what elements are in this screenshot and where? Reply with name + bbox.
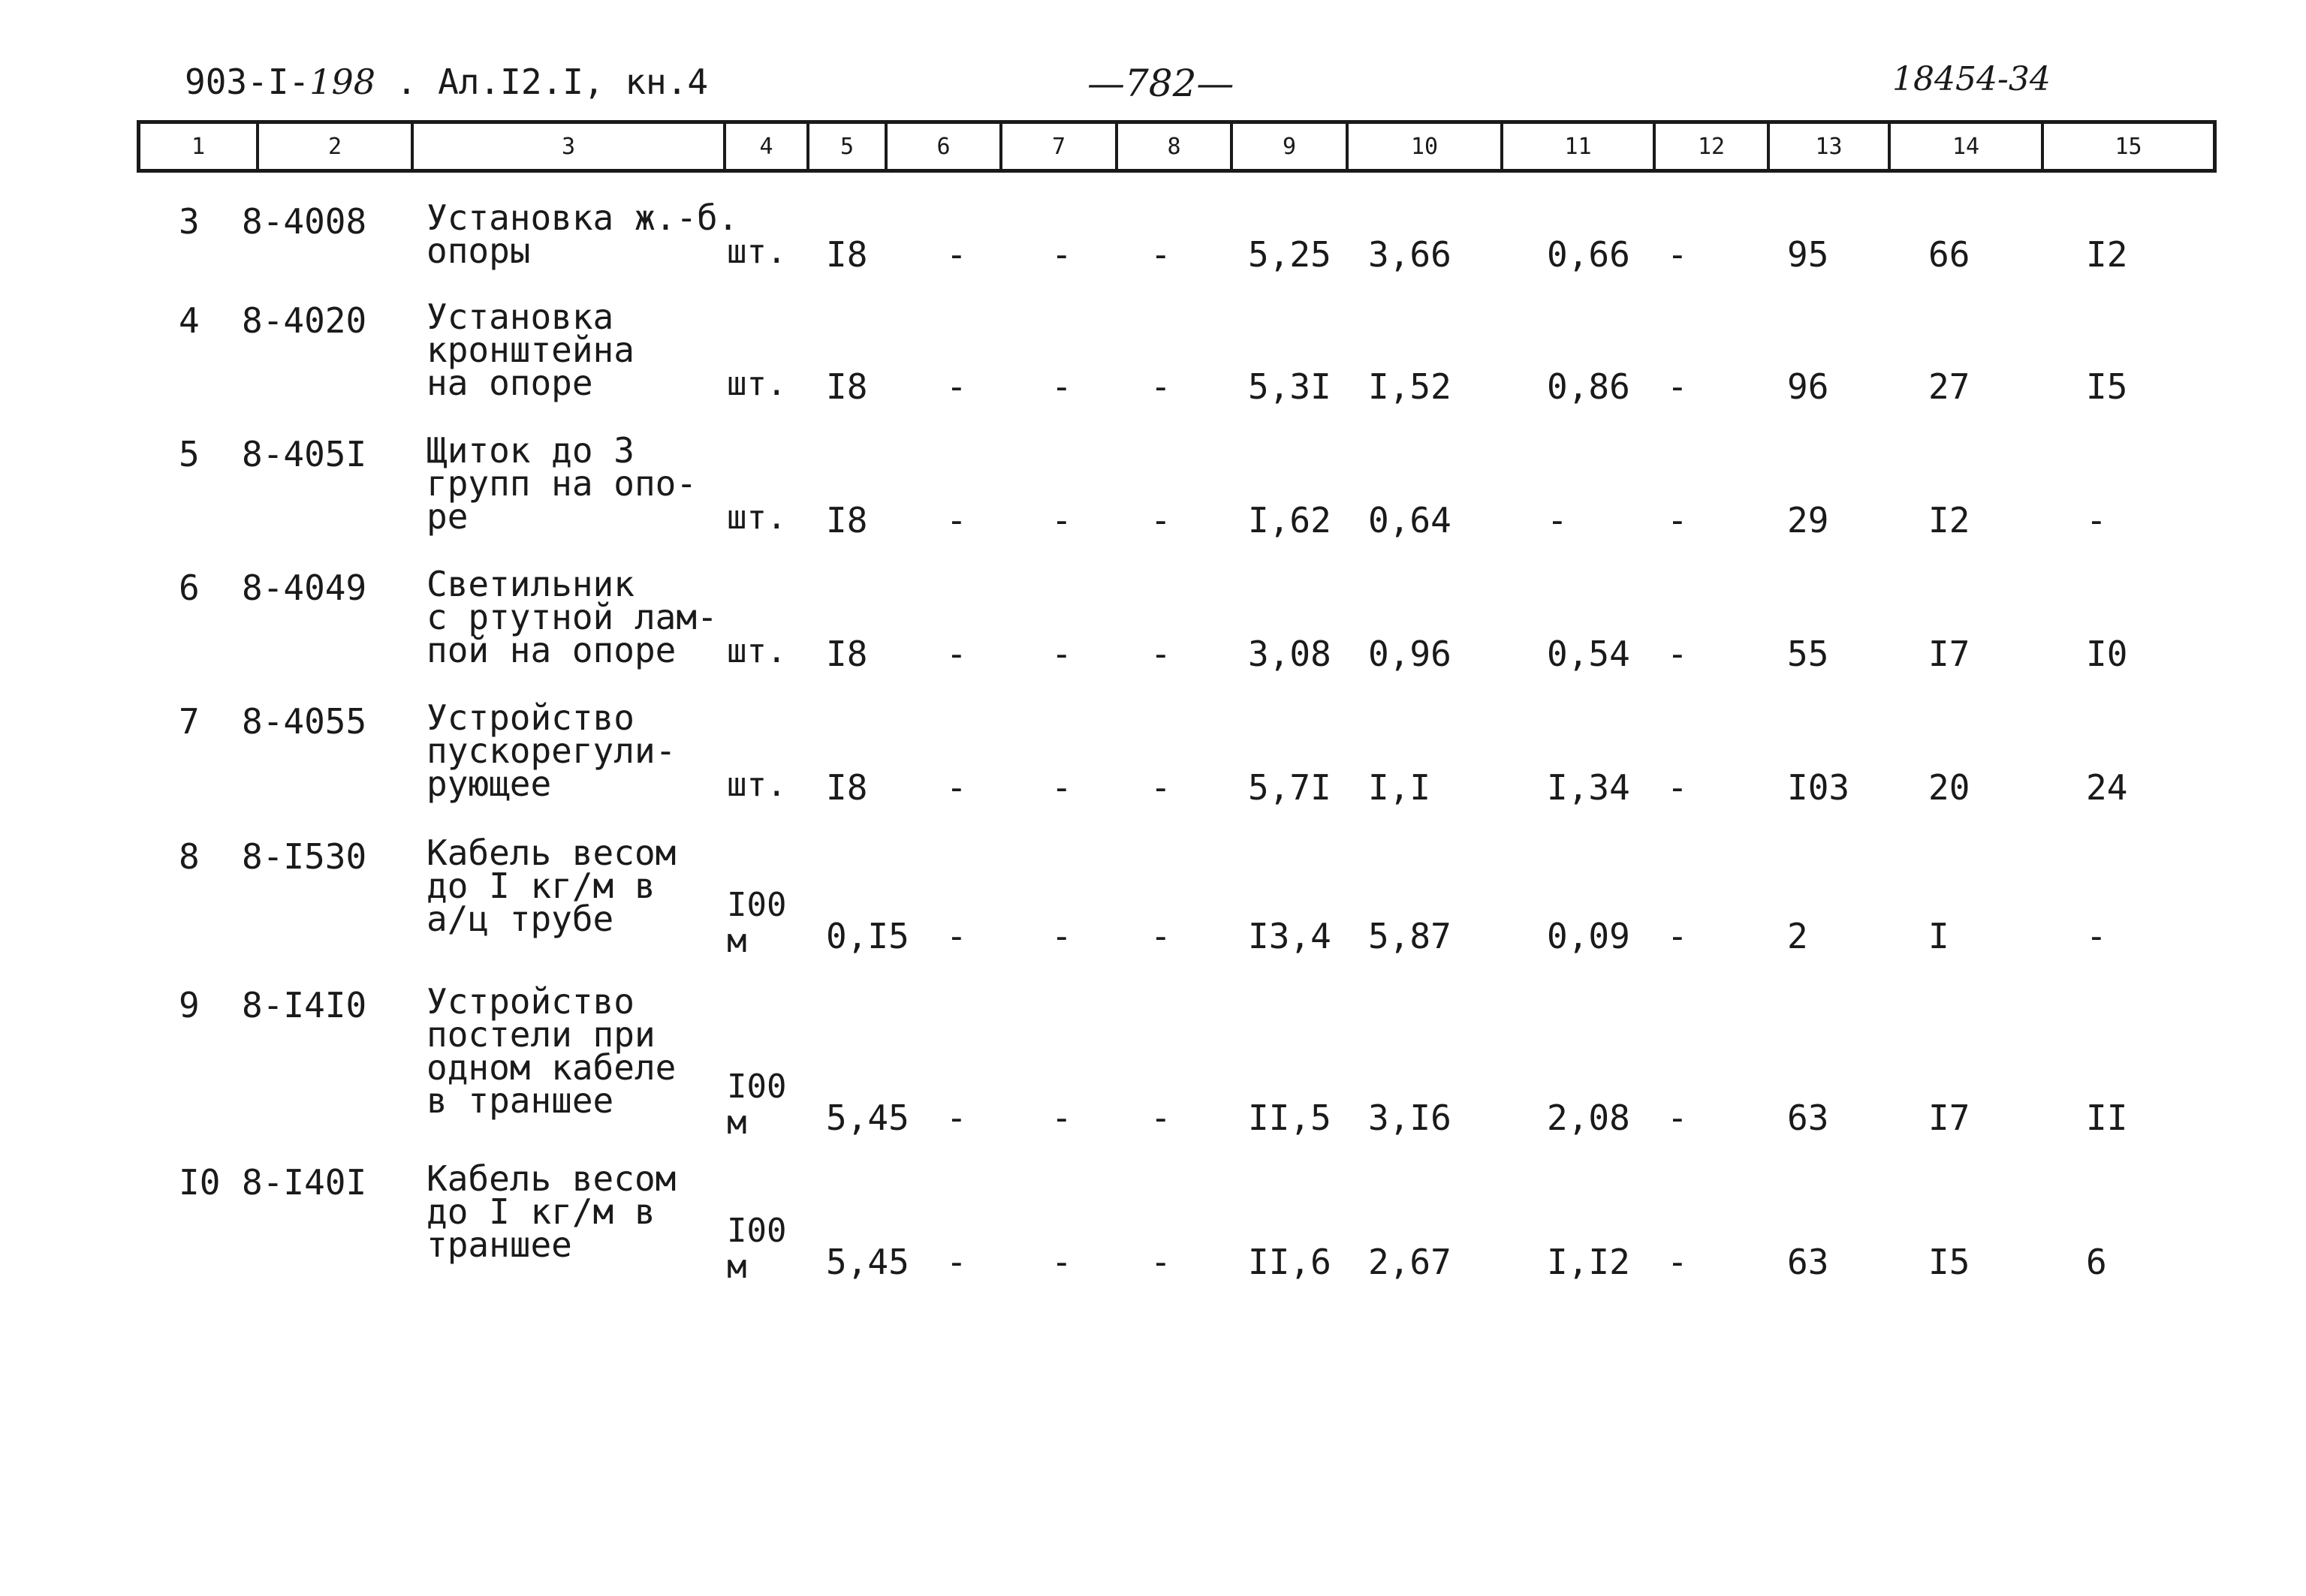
value-col-13: 55 bbox=[1787, 634, 1829, 674]
value-col-7: - bbox=[1051, 1242, 1072, 1282]
value-col-8: - bbox=[1150, 767, 1171, 808]
value-col-14: 27 bbox=[1928, 366, 1970, 407]
unit-of-measure bbox=[727, 634, 786, 670]
unit-line: шт. bbox=[727, 365, 787, 403]
value-col-6: - bbox=[946, 1098, 967, 1138]
value-col-14: 20 bbox=[1928, 767, 1970, 808]
value-col-5: I8 bbox=[826, 767, 868, 808]
description-line: Устройство bbox=[427, 697, 635, 738]
value-col-6: - bbox=[946, 366, 967, 407]
row-number: 7 bbox=[179, 701, 200, 742]
description-line: Установка bbox=[427, 297, 614, 337]
column-header-13: 13 bbox=[1770, 124, 1891, 169]
value-col-14: 66 bbox=[1928, 234, 1970, 275]
value-col-8: - bbox=[1150, 1098, 1171, 1138]
column-header-3: 3 bbox=[414, 124, 726, 169]
value-col-6: - bbox=[946, 767, 967, 808]
row-number: 9 bbox=[179, 985, 200, 1025]
value-col-10: I,I bbox=[1368, 767, 1431, 808]
work-description bbox=[427, 697, 677, 804]
unit-line: I00 bbox=[727, 886, 787, 924]
value-col-6: - bbox=[946, 634, 967, 674]
unit-of-measure bbox=[727, 500, 786, 536]
row-number: 4 bbox=[179, 300, 200, 341]
description-line: с ртутной лам- bbox=[427, 597, 718, 637]
value-col-6: - bbox=[946, 916, 967, 956]
unit-of-measure bbox=[727, 887, 786, 959]
description-line: опоры bbox=[427, 230, 531, 271]
norm-code: 8-405I bbox=[242, 434, 367, 474]
unit-line: м bbox=[727, 1248, 747, 1286]
unit-of-measure bbox=[727, 767, 786, 803]
column-header-5: 5 bbox=[809, 124, 888, 169]
value-col-14: I bbox=[1928, 916, 1949, 956]
document-code-handwritten: 198 bbox=[309, 62, 375, 102]
value-col-11: 0,54 bbox=[1547, 634, 1630, 674]
value-col-5: I8 bbox=[826, 500, 868, 541]
value-col-12: - bbox=[1667, 234, 1688, 275]
document-code-album: . Ал.I2.I, кн.4 bbox=[375, 62, 709, 102]
value-col-10: 0,96 bbox=[1368, 634, 1451, 674]
value-col-13: 29 bbox=[1787, 500, 1829, 541]
work-description bbox=[427, 197, 739, 271]
inventory-number: 18454-34 bbox=[1892, 60, 2051, 98]
description-line: Кабель весом bbox=[427, 1158, 677, 1199]
value-col-15: I2 bbox=[2086, 234, 2128, 275]
value-col-13: 63 bbox=[1787, 1242, 1829, 1282]
value-col-7: - bbox=[1051, 634, 1072, 674]
description-line: рующее bbox=[427, 763, 552, 804]
unit-line: шт. bbox=[727, 233, 787, 271]
description-line: Светильник bbox=[427, 564, 635, 604]
row-number: I0 bbox=[179, 1162, 221, 1203]
unit-line: шт. bbox=[727, 632, 787, 670]
value-col-5: 5,45 bbox=[826, 1098, 909, 1138]
value-col-10: 0,64 bbox=[1368, 500, 1451, 541]
value-col-13: 2 bbox=[1787, 916, 1808, 956]
row-number: 8 bbox=[179, 836, 200, 877]
work-description bbox=[427, 833, 677, 939]
unit-line: м bbox=[727, 1104, 747, 1142]
column-header-10: 10 bbox=[1349, 124, 1503, 169]
value-col-13: 96 bbox=[1787, 366, 1829, 407]
value-col-12: - bbox=[1667, 500, 1688, 541]
value-col-8: - bbox=[1150, 234, 1171, 275]
column-header-8: 8 bbox=[1118, 124, 1233, 169]
value-col-5: I8 bbox=[826, 634, 868, 674]
unit-line: шт. bbox=[727, 498, 787, 537]
unit-of-measure bbox=[727, 1069, 786, 1141]
value-col-8: - bbox=[1150, 500, 1171, 541]
value-col-5: I8 bbox=[826, 366, 868, 407]
description-line: на опоре bbox=[427, 363, 593, 403]
value-col-12: - bbox=[1667, 1242, 1688, 1282]
work-description bbox=[427, 981, 677, 1121]
value-col-8: - bbox=[1150, 634, 1171, 674]
row-number: 6 bbox=[179, 568, 200, 608]
norm-code: 8-4008 bbox=[242, 201, 367, 242]
value-col-6: - bbox=[946, 1242, 967, 1282]
norm-code: 8-4049 bbox=[242, 568, 367, 608]
value-col-13: 63 bbox=[1787, 1098, 1829, 1138]
description-line: Кабель весом bbox=[427, 833, 677, 873]
column-header-11: 11 bbox=[1503, 124, 1656, 169]
value-col-10: I,52 bbox=[1368, 366, 1451, 407]
value-col-5: I8 bbox=[826, 234, 868, 275]
unit-line: м bbox=[727, 922, 747, 960]
value-col-7: - bbox=[1051, 234, 1072, 275]
column-number-header bbox=[137, 120, 2217, 173]
value-col-15: II bbox=[2086, 1098, 2128, 1138]
description-line: Установка ж.-б. bbox=[427, 197, 739, 238]
norm-code: 8-I4I0 bbox=[242, 985, 367, 1025]
value-col-14: I7 bbox=[1928, 1098, 1970, 1138]
description-line: пой на опоре bbox=[427, 630, 677, 670]
unit-line: I00 bbox=[727, 1212, 787, 1250]
value-col-5: 0,I5 bbox=[826, 916, 909, 956]
description-line: постели при bbox=[427, 1014, 656, 1055]
description-line: Щиток до 3 bbox=[427, 430, 635, 471]
norm-code: 8-4055 bbox=[242, 701, 367, 742]
work-description bbox=[427, 564, 718, 670]
value-col-15: - bbox=[2086, 916, 2107, 956]
value-col-9: 5,3I bbox=[1248, 366, 1331, 407]
value-col-9: 5,25 bbox=[1248, 234, 1331, 275]
column-header-2: 2 bbox=[259, 124, 414, 169]
work-description bbox=[427, 430, 698, 537]
column-header-12: 12 bbox=[1656, 124, 1770, 169]
value-col-9: 5,7I bbox=[1248, 767, 1331, 808]
value-col-9: 3,08 bbox=[1248, 634, 1331, 674]
value-col-12: - bbox=[1667, 767, 1688, 808]
column-header-9: 9 bbox=[1233, 124, 1349, 169]
unit-line: I00 bbox=[727, 1068, 787, 1106]
description-line: групп на опо- bbox=[427, 463, 698, 504]
value-col-11: 0,86 bbox=[1547, 366, 1630, 407]
value-col-7: - bbox=[1051, 767, 1072, 808]
unit-of-measure bbox=[727, 234, 786, 270]
unit-line: шт. bbox=[727, 766, 787, 804]
norm-code: 8-I530 bbox=[242, 836, 367, 877]
value-col-7: - bbox=[1051, 500, 1072, 541]
norm-code: 8-4020 bbox=[242, 300, 367, 341]
description-line: Устройство bbox=[427, 981, 635, 1022]
unit-of-measure bbox=[727, 366, 786, 402]
work-description bbox=[427, 297, 635, 403]
value-col-9: I3,4 bbox=[1248, 916, 1331, 956]
value-col-10: 3,I6 bbox=[1368, 1098, 1451, 1138]
work-description bbox=[427, 1158, 677, 1265]
description-line: в траншее bbox=[427, 1080, 614, 1121]
value-col-15: I0 bbox=[2086, 634, 2128, 674]
value-col-12: - bbox=[1667, 634, 1688, 674]
unit-of-measure bbox=[727, 1213, 786, 1285]
value-col-12: - bbox=[1667, 916, 1688, 956]
value-col-14: I5 bbox=[1928, 1242, 1970, 1282]
value-col-11: 0,66 bbox=[1547, 234, 1630, 275]
value-col-7: - bbox=[1051, 1098, 1072, 1138]
value-col-10: 5,87 bbox=[1368, 916, 1451, 956]
value-col-11: - bbox=[1547, 500, 1568, 541]
description-line: до I кг/м в bbox=[427, 1191, 656, 1232]
value-col-15: 6 bbox=[2086, 1242, 2107, 1282]
value-col-9: II,5 bbox=[1248, 1098, 1331, 1138]
value-col-12: - bbox=[1667, 366, 1688, 407]
value-col-10: 2,67 bbox=[1368, 1242, 1451, 1282]
description-line: ре bbox=[427, 496, 469, 537]
value-col-11: 0,09 bbox=[1547, 916, 1630, 956]
value-col-11: 2,08 bbox=[1547, 1098, 1630, 1138]
value-col-5: 5,45 bbox=[826, 1242, 909, 1282]
column-header-15: 15 bbox=[2115, 133, 2142, 160]
description-line: до I кг/м в bbox=[427, 866, 656, 906]
value-col-11: I,I2 bbox=[1547, 1242, 1630, 1282]
value-col-6: - bbox=[946, 500, 967, 541]
value-col-8: - bbox=[1150, 1242, 1171, 1282]
value-col-13: 95 bbox=[1787, 234, 1829, 275]
value-col-14: I7 bbox=[1928, 634, 1970, 674]
column-header-7: 7 bbox=[1002, 124, 1118, 169]
value-col-7: - bbox=[1051, 366, 1072, 407]
value-col-15: I5 bbox=[2086, 366, 2128, 407]
value-col-12: - bbox=[1667, 1098, 1688, 1138]
column-header-6: 6 bbox=[888, 124, 1002, 169]
value-col-15: 24 bbox=[2086, 767, 2128, 808]
description-line: одном кабеле bbox=[427, 1047, 677, 1088]
value-col-9: II,6 bbox=[1248, 1242, 1331, 1282]
description-line: а/ц трубе bbox=[427, 899, 614, 939]
document-code bbox=[185, 62, 708, 102]
page-number: —782— bbox=[1087, 62, 1234, 105]
value-col-8: - bbox=[1150, 916, 1171, 956]
row-number: 5 bbox=[179, 434, 200, 474]
value-col-10: 3,66 bbox=[1368, 234, 1451, 275]
column-header-4: 4 bbox=[726, 124, 809, 169]
value-col-11: I,34 bbox=[1547, 767, 1630, 808]
description-line: траншее bbox=[427, 1224, 572, 1265]
description-line: кронштейна bbox=[427, 330, 635, 370]
description-line: пускорегули- bbox=[427, 730, 677, 771]
value-col-8: - bbox=[1150, 366, 1171, 407]
value-col-14: I2 bbox=[1928, 500, 1970, 541]
column-header-14: 14 bbox=[1891, 124, 2044, 169]
column-header-1: 1 bbox=[140, 124, 259, 169]
row-number: 3 bbox=[179, 201, 200, 242]
value-col-13: I03 bbox=[1787, 767, 1850, 808]
value-col-9: I,62 bbox=[1248, 500, 1331, 541]
value-col-15: - bbox=[2086, 500, 2107, 541]
document-code-series: 903-I- bbox=[185, 62, 310, 102]
norm-code: 8-I40I bbox=[242, 1162, 367, 1203]
value-col-7: - bbox=[1051, 916, 1072, 956]
value-col-6: - bbox=[946, 234, 967, 275]
